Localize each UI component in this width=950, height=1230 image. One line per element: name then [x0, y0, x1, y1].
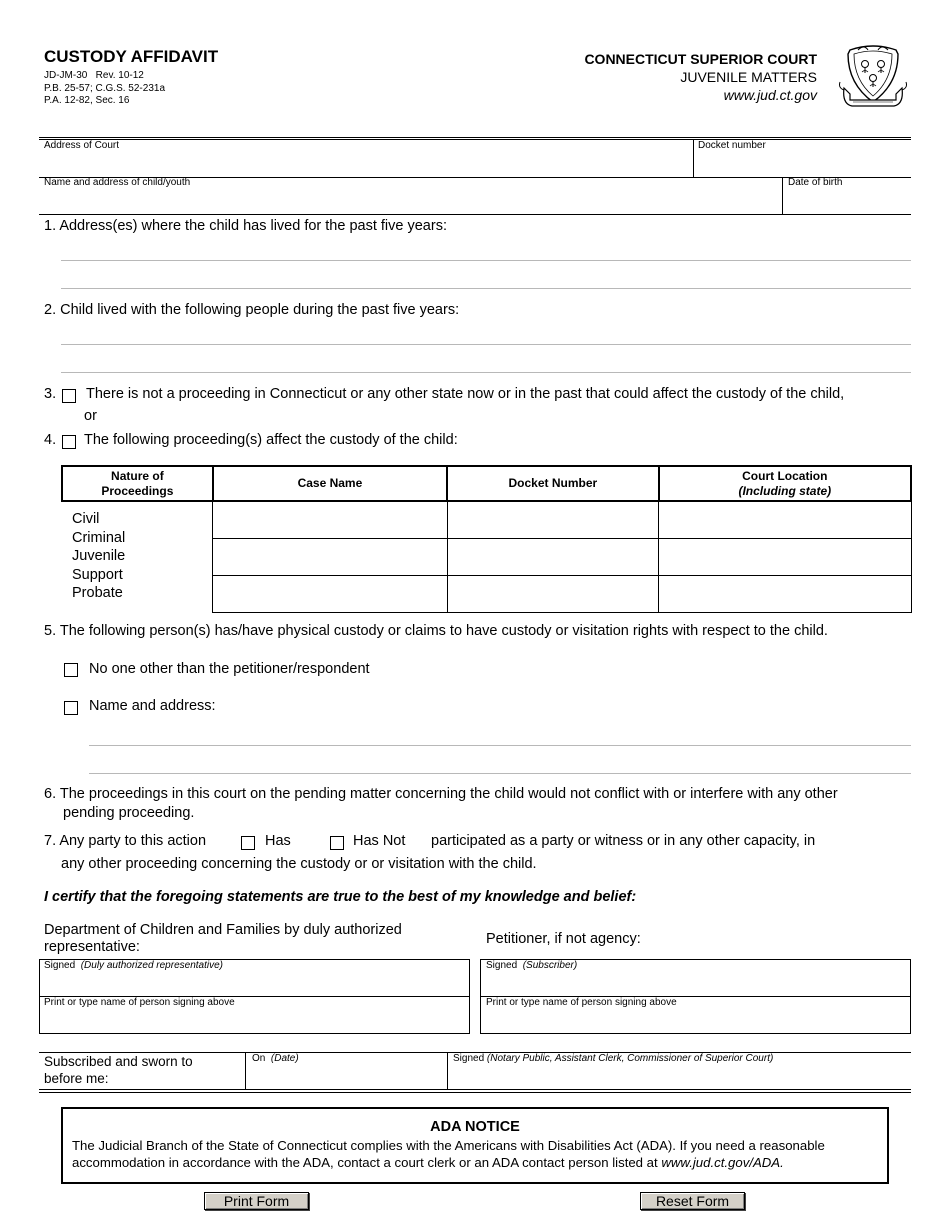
nature-type-support: Support	[72, 566, 123, 583]
ada-link[interactable]: www.jud.ct.gov/ADA.	[661, 1155, 784, 1170]
question-4: The following proceeding(s) affect the custody of the child:	[84, 432, 458, 448]
custodian-name-address-checkbox[interactable]	[64, 701, 78, 715]
question-3-number: 3.	[44, 386, 57, 402]
date-of-birth-field[interactable]	[784, 191, 910, 213]
docket-number-field[interactable]	[695, 154, 910, 176]
form-number-block	[44, 70, 165, 108]
state-seal-icon	[838, 44, 908, 114]
case-name-cell[interactable]	[213, 576, 447, 613]
proceedings-affect-checkbox[interactable]	[62, 435, 76, 449]
docket-number-cell[interactable]	[447, 501, 658, 539]
custodian-name-address-label: Name and address:	[89, 698, 216, 714]
dcf-signature-field[interactable]	[41, 974, 468, 994]
court-location-cell[interactable]	[659, 576, 911, 613]
petitioner-print-name-label: Print or type name of person signing above	[486, 997, 677, 1008]
court-division: JUVENILE MATTERS	[680, 69, 817, 85]
no-proceeding-checkbox[interactable]	[62, 389, 76, 403]
question-7-lead: 7. Any party to this action	[44, 833, 207, 849]
docket-number-header: Docket Number	[447, 466, 658, 501]
addresses-line-2[interactable]	[61, 269, 911, 287]
form-title: CUSTODY AFFIDAVIT	[44, 47, 219, 66]
dcf-heading-line-1: Department of Children and Families by duly authorized	[44, 922, 402, 938]
sworn-label-line-1: Subscribed and sworn to	[44, 1054, 193, 1069]
court-heading	[497, 51, 817, 103]
docket-number-cell[interactable]	[447, 539, 658, 576]
court-location-header-line-2: (Including state)	[738, 483, 832, 498]
custodian-line-1[interactable]	[89, 726, 911, 744]
docket-number-label: Docket number	[698, 140, 766, 151]
dcf-signed-text: Signed	[44, 960, 76, 971]
sworn-date-field[interactable]	[248, 1067, 445, 1087]
case-name-cell[interactable]	[213, 539, 447, 576]
nature-type-probate: Probate	[72, 585, 123, 601]
petitioner-heading: Petitioner, if not agency:	[486, 931, 641, 947]
sworn-label-line-2: before me:	[44, 1071, 109, 1086]
petitioner-print-name-field[interactable]	[482, 1011, 909, 1031]
nature-header-line-1: Nature of	[111, 468, 164, 483]
dcf-print-name-field[interactable]	[41, 1011, 468, 1031]
certification-statement: I certify that the foregoing statements are true to the best of my knowledge and belief:	[44, 889, 637, 905]
sworn-date-label	[252, 1053, 299, 1064]
proceedings-header-row	[62, 466, 911, 501]
dcf-signed-label	[44, 960, 223, 971]
nature-type-civil: Civil	[72, 511, 100, 527]
sworn-on-text: On	[252, 1053, 266, 1064]
household-line-2[interactable]	[61, 353, 911, 371]
has-not-label: Has Not	[353, 833, 406, 849]
public-act-reference: P.A. 12-82, Sec. 16	[44, 95, 130, 106]
question-7-tail: participated as a party or witness or in any other capacity, in	[431, 833, 816, 849]
dcf-heading-line-2: representative:	[44, 939, 140, 955]
notary-signed-text: Signed	[453, 1053, 485, 1064]
reset-form-button[interactable]: Reset Form	[640, 1192, 745, 1210]
court-location-header	[659, 466, 911, 501]
question-3-or: or	[84, 408, 97, 424]
court-website: www.jud.ct.gov	[723, 87, 817, 103]
ada-notice-line-1: The Judicial Branch of the State of Connecticut complies with the Americans with Disabilities Act (ADA). If you need a reasonable	[72, 1138, 825, 1153]
notary-signed-note: (Notary Public, Assistant Clerk, Commissioner of Superior Court)	[486, 1053, 774, 1064]
table-row	[62, 501, 911, 539]
petitioner-signed-note: (Subscriber)	[522, 960, 578, 971]
addresses-line-1[interactable]	[61, 241, 911, 259]
petitioner-signed-label	[486, 960, 577, 971]
has-not-participated-checkbox[interactable]	[330, 836, 344, 850]
question-7-line-2: any other proceeding concerning the custody or or visitation with the child.	[61, 856, 537, 872]
ada-notice-line-2-text: accommodation in accordance with the ADA, contact a court clerk or an ADA contact person listed at	[72, 1155, 658, 1170]
has-label: Has	[265, 833, 291, 849]
print-form-button[interactable]: Print Form	[204, 1192, 309, 1210]
question-6-line-2: pending proceeding.	[63, 805, 195, 821]
court-location-cell[interactable]	[659, 539, 911, 576]
case-name-cell[interactable]	[213, 501, 447, 539]
address-of-court-field[interactable]	[40, 154, 692, 176]
nature-type-criminal: Criminal	[72, 529, 126, 546]
proceedings-table	[61, 465, 912, 613]
court-location-header-line-1: Court Location	[742, 468, 828, 483]
child-name-address-label: Name and address of child/youth	[44, 177, 191, 188]
question-3: There is not a proceeding in Connecticut or any other state now or in the past that could affect the custody of the child,	[86, 386, 845, 402]
no-other-custodian-label: No one other than the petitioner/respondent	[89, 661, 370, 677]
petitioner-signed-text: Signed	[486, 960, 518, 971]
question-6-line-1: 6. The proceedings in this court on the pending matter concerning the child would not conflict with or interfere with any other	[44, 786, 838, 802]
question-1: 1. Address(es) where the child has lived for the past five years:	[44, 218, 447, 234]
docket-number-cell[interactable]	[447, 576, 658, 613]
dcf-print-name-label: Print or type name of person signing above	[44, 997, 235, 1008]
address-of-court-label: Address of Court	[44, 140, 120, 151]
question-5: 5. The following person(s) has/have physical custody or claims to have custody or visitation rights with respect to the child.	[44, 623, 828, 639]
question-2: 2. Child lived with the following people during the past five years:	[44, 302, 460, 318]
notary-signed-label	[453, 1053, 773, 1064]
form-number: JD-JM-30 Rev. 10-12	[44, 70, 144, 81]
sworn-date-note: (Date)	[270, 1053, 299, 1064]
question-4-number: 4.	[44, 432, 57, 448]
case-name-header: Case Name	[213, 466, 447, 501]
notary-signature-field[interactable]	[450, 1067, 910, 1087]
sworn-label	[44, 1053, 193, 1087]
petitioner-signature-field[interactable]	[482, 974, 909, 994]
nature-header	[62, 466, 213, 501]
statute-reference: P.B. 25-57; C.G.S. 52-231a	[44, 82, 166, 94]
nature-type-juvenile: Juvenile	[72, 548, 126, 564]
court-name: CONNECTICUT SUPERIOR COURT	[584, 51, 817, 67]
ada-notice-title: ADA NOTICE	[430, 1119, 520, 1135]
dcf-heading	[44, 922, 402, 956]
custodian-line-2[interactable]	[89, 754, 911, 772]
date-of-birth-label: Date of birth	[788, 177, 843, 188]
court-location-cell[interactable]	[659, 501, 911, 539]
no-other-custodian-checkbox[interactable]	[64, 663, 78, 677]
child-name-address-field[interactable]	[40, 191, 780, 213]
ada-notice-text	[72, 1137, 884, 1171]
nature-header-line-2: Proceedings	[101, 483, 174, 498]
household-line-1[interactable]	[61, 325, 911, 343]
nature-types-cell	[62, 501, 213, 613]
ada-notice-line-2	[72, 1154, 884, 1171]
has-participated-checkbox[interactable]	[241, 836, 255, 850]
dcf-signed-note: (Duly authorized representative)	[80, 960, 223, 971]
